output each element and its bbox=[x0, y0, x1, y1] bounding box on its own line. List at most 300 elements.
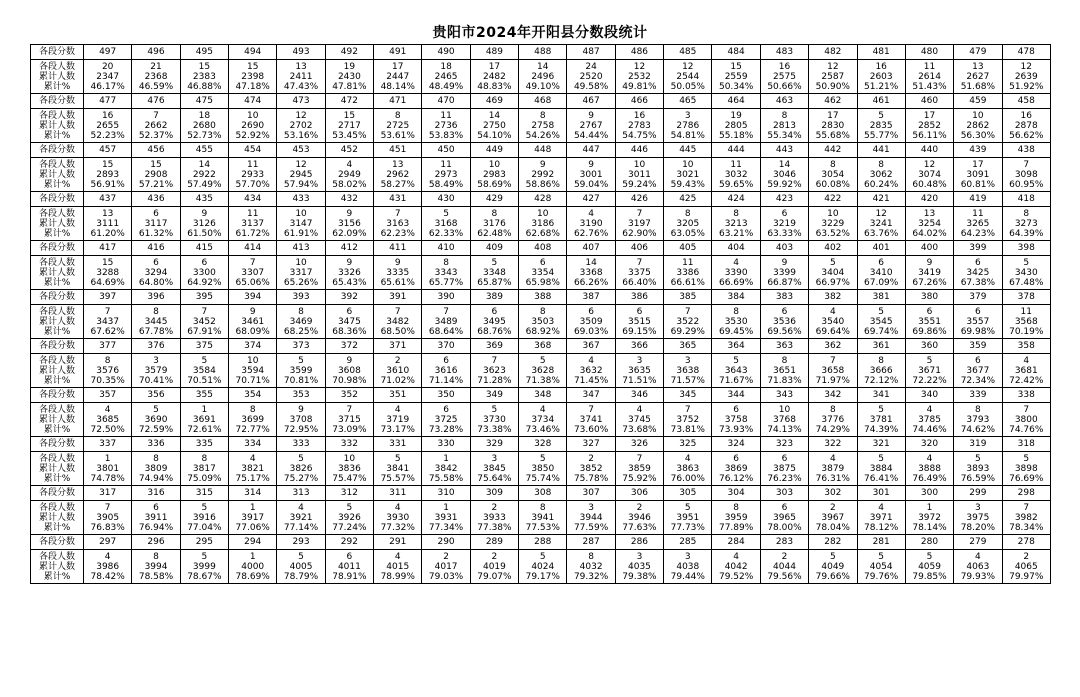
percent-value: 78.67% bbox=[187, 571, 222, 582]
cumulative-value: 3685 bbox=[96, 414, 120, 425]
count-value: 4 bbox=[298, 502, 304, 513]
count-value: 7 bbox=[684, 306, 691, 317]
cumulative-value: 3926 bbox=[337, 512, 361, 523]
percent-value: 51.92% bbox=[1009, 81, 1044, 92]
percent-value: 78.20% bbox=[960, 522, 996, 533]
count-value: 6 bbox=[443, 355, 449, 366]
score-cell: 348 bbox=[519, 388, 567, 403]
row-label-percent: 累计% bbox=[43, 130, 71, 141]
stats-cell bbox=[954, 550, 1002, 584]
percent-value: 79.85% bbox=[912, 571, 947, 582]
percent-value: 71.51% bbox=[622, 375, 657, 386]
percent-value: 53.16% bbox=[283, 130, 319, 141]
count-value: 8 bbox=[153, 453, 159, 464]
stats-row bbox=[31, 403, 1051, 437]
score-cell: 319 bbox=[954, 437, 1002, 452]
stats-cell bbox=[954, 256, 1002, 290]
percent-value: 75.47% bbox=[332, 473, 367, 484]
count-value: 4 bbox=[733, 257, 739, 268]
stats-cell bbox=[615, 403, 663, 437]
cumulative-value: 3390 bbox=[724, 267, 748, 278]
count-value: 4 bbox=[926, 404, 933, 415]
score-cell: 452 bbox=[325, 143, 373, 158]
cumulative-value: 3971 bbox=[869, 512, 893, 523]
count-value: 4 bbox=[588, 208, 594, 219]
row-label-count: 各段人数 bbox=[38, 453, 75, 464]
stats-cell bbox=[229, 501, 277, 535]
cumulative-value: 2627 bbox=[966, 71, 990, 82]
stats-cell bbox=[84, 550, 132, 584]
stats-row-labels bbox=[31, 207, 84, 241]
score-row bbox=[31, 339, 1051, 354]
count-value: 8 bbox=[443, 257, 449, 268]
percent-value: 52.23% bbox=[90, 130, 125, 141]
count-value: 1 bbox=[249, 502, 256, 513]
stats-cell bbox=[809, 452, 857, 486]
stats-cell bbox=[519, 60, 567, 94]
score-cell: 338 bbox=[1002, 388, 1050, 403]
score-cell: 354 bbox=[229, 388, 277, 403]
score-cell: 341 bbox=[857, 388, 905, 403]
count-value: 13 bbox=[295, 61, 307, 72]
percent-value: 53.45% bbox=[332, 130, 367, 141]
score-cell: 423 bbox=[760, 192, 808, 207]
cumulative-value: 4032 bbox=[579, 561, 603, 572]
cumulative-value: 3294 bbox=[144, 267, 168, 278]
stats-cell bbox=[857, 158, 905, 192]
row-label-percent: 累计% bbox=[43, 424, 71, 435]
percent-value: 62.48% bbox=[477, 228, 512, 239]
stats-cell bbox=[374, 158, 422, 192]
percent-value: 52.37% bbox=[138, 130, 174, 141]
stats-cell bbox=[325, 354, 373, 388]
cumulative-value: 3469 bbox=[289, 316, 313, 327]
cumulative-value: 3147 bbox=[289, 218, 313, 229]
count-value: 4 bbox=[684, 453, 691, 464]
score-row bbox=[31, 94, 1051, 109]
percent-value: 62.09% bbox=[332, 228, 367, 239]
cumulative-value: 3879 bbox=[821, 463, 845, 474]
cumulative-value: 2655 bbox=[96, 120, 120, 131]
count-value: 4 bbox=[829, 306, 836, 317]
score-cell: 397 bbox=[84, 290, 132, 305]
score-cell: 494 bbox=[229, 45, 277, 60]
cumulative-value: 3348 bbox=[482, 267, 506, 278]
count-value: 4 bbox=[104, 551, 111, 562]
count-value: 1 bbox=[926, 502, 933, 513]
score-cell: 445 bbox=[664, 143, 712, 158]
stats-cell bbox=[180, 501, 228, 535]
stats-cell bbox=[132, 403, 180, 437]
count-value: 6 bbox=[636, 306, 643, 317]
cumulative-value: 2347 bbox=[96, 71, 120, 82]
stats-row-labels bbox=[31, 501, 84, 535]
cumulative-value: 3213 bbox=[724, 218, 748, 229]
score-cell: 333 bbox=[277, 437, 325, 452]
score-cell: 368 bbox=[519, 339, 567, 354]
cumulative-value: 3967 bbox=[821, 512, 845, 523]
count-value: 9 bbox=[346, 355, 353, 366]
stats-row-labels bbox=[31, 60, 84, 94]
percent-value: 67.78% bbox=[138, 326, 174, 337]
score-cell: 488 bbox=[519, 45, 567, 60]
cumulative-value: 4011 bbox=[337, 561, 361, 572]
stats-cell bbox=[809, 550, 857, 584]
stats-cell bbox=[567, 550, 615, 584]
percent-value: 55.68% bbox=[815, 130, 850, 141]
cumulative-value: 2786 bbox=[676, 120, 700, 131]
count-value: 8 bbox=[298, 306, 304, 317]
page-title: 贵阳市2024年开阳县分数段统计 bbox=[432, 25, 648, 41]
stats-cell bbox=[712, 256, 760, 290]
stats-cell bbox=[760, 452, 808, 486]
stats-cell bbox=[84, 256, 132, 290]
stats-cell bbox=[809, 256, 857, 290]
count-value: 5 bbox=[733, 355, 739, 366]
score-cell: 373 bbox=[277, 339, 325, 354]
stats-cell bbox=[470, 158, 518, 192]
score-cell: 374 bbox=[229, 339, 277, 354]
stats-cell bbox=[422, 403, 470, 437]
cumulative-value: 3386 bbox=[676, 267, 700, 278]
cumulative-value: 3126 bbox=[192, 218, 216, 229]
score-cell: 317 bbox=[84, 486, 132, 501]
stats-cell bbox=[519, 403, 567, 437]
percent-value: 73.81% bbox=[670, 424, 705, 435]
percent-value: 71.83% bbox=[767, 375, 802, 386]
score-row bbox=[31, 241, 1051, 256]
percent-value: 61.32% bbox=[138, 228, 174, 239]
percent-value: 73.38% bbox=[477, 424, 512, 435]
cumulative-value: 3719 bbox=[386, 414, 410, 425]
count-value: 3 bbox=[636, 551, 643, 562]
count-value: 7 bbox=[394, 208, 401, 219]
percent-value: 79.76% bbox=[864, 571, 899, 582]
count-value: 5 bbox=[346, 502, 353, 513]
score-cell: 288 bbox=[519, 535, 567, 550]
percent-value: 79.56% bbox=[767, 571, 802, 582]
cumulative-value: 3643 bbox=[724, 365, 748, 376]
percent-value: 58.49% bbox=[428, 179, 464, 190]
percent-value: 71.67% bbox=[718, 375, 754, 386]
count-value: 9 bbox=[346, 257, 353, 268]
stats-cell bbox=[519, 256, 567, 290]
count-value: 5 bbox=[443, 208, 449, 219]
count-value: 5 bbox=[878, 404, 885, 415]
score-cell: 376 bbox=[132, 339, 180, 354]
cumulative-value: 3975 bbox=[966, 512, 990, 523]
cumulative-value: 2587 bbox=[821, 71, 845, 82]
percent-value: 71.57% bbox=[670, 375, 705, 386]
stats-cell bbox=[277, 501, 325, 535]
row-label-count: 各段人数 bbox=[38, 61, 75, 72]
count-value: 7 bbox=[491, 355, 498, 366]
stats-cell bbox=[229, 60, 277, 94]
stats-cell bbox=[277, 158, 325, 192]
stats-cell bbox=[374, 256, 422, 290]
cumulative-value: 3651 bbox=[773, 365, 796, 376]
score-cell: 310 bbox=[422, 486, 470, 501]
score-cell: 385 bbox=[664, 290, 712, 305]
score-cell: 390 bbox=[422, 290, 470, 305]
percent-value: 64.80% bbox=[138, 277, 174, 288]
cumulative-value: 3354 bbox=[531, 267, 555, 278]
stats-cell bbox=[567, 403, 615, 437]
score-row-label: 各段分数 bbox=[31, 290, 84, 305]
score-row bbox=[31, 45, 1051, 60]
score-cell: 444 bbox=[712, 143, 760, 158]
score-cell: 383 bbox=[760, 290, 808, 305]
percent-value: 76.83% bbox=[90, 522, 125, 533]
stats-cell bbox=[954, 305, 1002, 339]
score-cell: 410 bbox=[422, 241, 470, 256]
stats-row bbox=[31, 158, 1051, 192]
row-label-cumulative: 累计人数 bbox=[38, 169, 75, 180]
percent-value: 68.64% bbox=[428, 326, 464, 337]
score-cell: 472 bbox=[325, 94, 373, 109]
cumulative-value: 3741 bbox=[579, 414, 603, 425]
cumulative-value: 3375 bbox=[628, 267, 651, 278]
stats-cell bbox=[325, 305, 373, 339]
stats-cell bbox=[809, 60, 857, 94]
score-cell: 301 bbox=[857, 486, 905, 501]
stats-cell bbox=[470, 207, 518, 241]
count-value: 7 bbox=[636, 453, 643, 464]
cumulative-value: 4038 bbox=[676, 561, 700, 572]
stats-cell bbox=[277, 109, 325, 143]
stats-cell bbox=[664, 158, 712, 192]
count-value: 11 bbox=[923, 61, 936, 72]
percent-value: 66.61% bbox=[670, 277, 705, 288]
stats-cell bbox=[470, 501, 518, 535]
score-cell: 300 bbox=[905, 486, 953, 501]
cumulative-value: 3658 bbox=[821, 365, 845, 376]
count-value: 3 bbox=[684, 551, 691, 562]
percent-value: 71.02% bbox=[380, 375, 415, 386]
stats-cell bbox=[374, 305, 422, 339]
score-cell: 357 bbox=[84, 388, 132, 403]
count-value: 8 bbox=[491, 208, 498, 219]
count-value: 7 bbox=[684, 404, 691, 415]
count-value: 11 bbox=[972, 208, 984, 219]
percent-value: 76.41% bbox=[864, 473, 899, 484]
score-cell: 289 bbox=[470, 535, 518, 550]
score-cell: 327 bbox=[567, 437, 615, 452]
count-value: 3 bbox=[636, 355, 643, 366]
percent-value: 57.49% bbox=[187, 179, 222, 190]
row-label-percent: 累计% bbox=[43, 473, 71, 484]
stats-cell bbox=[84, 158, 132, 192]
percent-value: 62.76% bbox=[573, 228, 609, 239]
score-cell: 395 bbox=[180, 290, 228, 305]
count-value: 4 bbox=[104, 404, 111, 415]
score-cell: 417 bbox=[84, 241, 132, 256]
cumulative-value: 3869 bbox=[724, 463, 748, 474]
cumulative-value: 3001 bbox=[579, 169, 603, 180]
percent-value: 67.09% bbox=[864, 277, 899, 288]
score-cell: 454 bbox=[229, 143, 277, 158]
score-cell: 292 bbox=[325, 535, 373, 550]
stats-cell bbox=[760, 60, 808, 94]
cumulative-value: 2736 bbox=[434, 120, 458, 131]
score-cell: 479 bbox=[954, 45, 1002, 60]
cumulative-value: 2411 bbox=[289, 71, 313, 82]
score-cell: 350 bbox=[422, 388, 470, 403]
cumulative-value: 3715 bbox=[337, 414, 361, 425]
percent-value: 77.63% bbox=[622, 522, 657, 533]
cumulative-value: 3425 bbox=[966, 267, 990, 278]
stats-cell bbox=[664, 550, 712, 584]
stats-cell bbox=[470, 109, 518, 143]
percent-value: 79.52% bbox=[718, 571, 754, 582]
percent-value: 67.38% bbox=[960, 277, 996, 288]
score-cell: 411 bbox=[374, 241, 422, 256]
percent-value: 79.44% bbox=[670, 571, 705, 582]
percent-value: 74.46% bbox=[912, 424, 947, 435]
score-cell: 347 bbox=[567, 388, 615, 403]
count-value: 5 bbox=[491, 404, 498, 415]
cumulative-value: 3074 bbox=[918, 169, 941, 180]
percent-value: 79.66% bbox=[815, 571, 850, 582]
score-cell: 369 bbox=[470, 339, 518, 354]
cumulative-value: 3489 bbox=[434, 316, 458, 327]
stats-row-labels bbox=[31, 452, 84, 486]
percent-value: 78.00% bbox=[767, 522, 802, 533]
stats-cell bbox=[857, 256, 905, 290]
score-cell: 414 bbox=[229, 241, 277, 256]
count-value: 8 bbox=[878, 355, 885, 366]
percent-value: 78.99% bbox=[380, 571, 415, 582]
score-cell: 421 bbox=[857, 192, 905, 207]
cumulative-value: 3461 bbox=[241, 316, 265, 327]
cumulative-value: 2908 bbox=[144, 169, 168, 180]
score-cell: 339 bbox=[954, 388, 1002, 403]
percent-value: 68.50% bbox=[380, 326, 415, 337]
percent-value: 68.76% bbox=[477, 326, 512, 337]
score-cell: 465 bbox=[664, 94, 712, 109]
stats-cell bbox=[857, 403, 905, 437]
score-cell: 307 bbox=[567, 486, 615, 501]
stats-row-labels bbox=[31, 109, 84, 143]
stats-cell bbox=[1002, 501, 1050, 535]
stats-cell bbox=[519, 305, 567, 339]
stats-cell bbox=[374, 550, 422, 584]
score-cell: 441 bbox=[857, 143, 905, 158]
percent-value: 69.03% bbox=[573, 326, 609, 337]
stats-cell bbox=[277, 256, 325, 290]
cumulative-value: 2447 bbox=[386, 71, 410, 82]
percent-value: 50.05% bbox=[670, 81, 705, 92]
score-cell: 440 bbox=[905, 143, 953, 158]
score-cell: 495 bbox=[180, 45, 228, 60]
score-cell: 290 bbox=[422, 535, 470, 550]
count-value: 2 bbox=[443, 551, 449, 562]
stats-cell bbox=[180, 354, 228, 388]
cumulative-value: 3836 bbox=[337, 463, 361, 474]
count-value: 5 bbox=[201, 551, 208, 562]
count-value: 5 bbox=[298, 551, 304, 562]
stats-cell bbox=[857, 109, 905, 143]
percent-value: 69.15% bbox=[622, 326, 657, 337]
count-value: 16 bbox=[875, 61, 887, 72]
stats-cell bbox=[519, 501, 567, 535]
cumulative-value: 3219 bbox=[773, 218, 796, 229]
score-cell: 363 bbox=[760, 339, 808, 354]
stats-cell bbox=[615, 207, 663, 241]
stats-cell bbox=[374, 452, 422, 486]
stats-cell bbox=[615, 109, 663, 143]
cumulative-value: 3850 bbox=[531, 463, 555, 474]
cumulative-value: 3579 bbox=[144, 365, 168, 376]
cumulative-value: 3800 bbox=[1014, 414, 1038, 425]
score-cell: 315 bbox=[180, 486, 228, 501]
percent-value: 48.83% bbox=[477, 81, 512, 92]
percent-value: 51.21% bbox=[864, 81, 899, 92]
percent-value: 76.49% bbox=[912, 473, 947, 484]
count-value: 10 bbox=[633, 159, 646, 170]
count-value: 6 bbox=[153, 208, 159, 219]
score-row-label: 各段分数 bbox=[31, 192, 84, 207]
score-cell: 438 bbox=[1002, 143, 1050, 158]
row-label-count: 各段人数 bbox=[38, 257, 75, 268]
stats-cell bbox=[809, 207, 857, 241]
stats-row-labels bbox=[31, 354, 84, 388]
row-label-count: 各段人数 bbox=[38, 306, 75, 317]
cumulative-value: 3982 bbox=[1014, 512, 1038, 523]
score-cell: 450 bbox=[422, 143, 470, 158]
percent-value: 75.27% bbox=[283, 473, 319, 484]
percent-value: 64.92% bbox=[187, 277, 222, 288]
cumulative-value: 3933 bbox=[482, 512, 506, 523]
cumulative-value: 3229 bbox=[821, 218, 845, 229]
percent-value: 78.04% bbox=[815, 522, 850, 533]
count-value: 5 bbox=[394, 453, 401, 464]
stats-cell bbox=[422, 354, 470, 388]
cumulative-value: 2758 bbox=[531, 120, 555, 131]
cumulative-value: 2496 bbox=[531, 71, 555, 82]
cumulative-value: 4044 bbox=[773, 561, 796, 572]
percent-value: 52.92% bbox=[235, 130, 270, 141]
stats-cell bbox=[954, 354, 1002, 388]
cumulative-value: 3054 bbox=[821, 169, 845, 180]
percent-value: 64.23% bbox=[960, 228, 996, 239]
cumulative-value: 2783 bbox=[628, 120, 651, 131]
percent-value: 65.61% bbox=[380, 277, 415, 288]
row-label-count: 各段人数 bbox=[38, 502, 75, 513]
cumulative-value: 4063 bbox=[966, 561, 990, 572]
score-cell: 496 bbox=[132, 45, 180, 60]
score-cell: 326 bbox=[615, 437, 663, 452]
cumulative-value: 2398 bbox=[241, 71, 265, 82]
count-value: 1 bbox=[249, 551, 256, 562]
count-value: 6 bbox=[491, 306, 498, 317]
cumulative-value: 3994 bbox=[144, 561, 168, 572]
stats-cell bbox=[954, 60, 1002, 94]
count-value: 16 bbox=[778, 61, 791, 72]
stats-cell bbox=[760, 403, 808, 437]
cumulative-value: 3893 bbox=[966, 463, 990, 474]
cumulative-value: 3826 bbox=[289, 463, 313, 474]
stats-cell bbox=[954, 452, 1002, 486]
score-cell: 377 bbox=[84, 339, 132, 354]
stats-cell bbox=[180, 109, 228, 143]
count-value: 2 bbox=[636, 502, 643, 513]
count-value: 5 bbox=[1023, 257, 1030, 268]
stats-cell bbox=[712, 305, 760, 339]
cumulative-value: 3852 bbox=[579, 463, 603, 474]
cumulative-value: 2482 bbox=[482, 71, 506, 82]
score-cell: 483 bbox=[760, 45, 808, 60]
